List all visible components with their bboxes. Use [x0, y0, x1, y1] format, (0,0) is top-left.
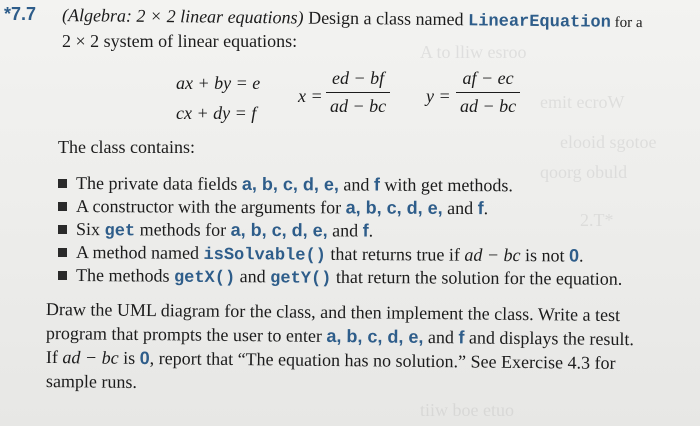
paragraph-3-text: If: [45, 347, 63, 368]
bullet-3-get: get: [104, 222, 136, 242]
title-topic: (Algebra: 2 × 2 linear equations): [61, 5, 304, 28]
x-denominator: ad − bc: [330, 96, 387, 116]
bullet-5-and: and: [235, 266, 271, 287]
bleed-through-text: 2.T*: [580, 210, 614, 230]
paragraph-2-end: and displays the result.: [464, 327, 635, 350]
x-label: x =: [298, 86, 323, 106]
title-end: for a: [610, 14, 643, 32]
bullet-3-text: Six: [75, 219, 105, 240]
bullet-1-end: with get methods.: [379, 174, 514, 196]
paragraph-2-and: and: [423, 326, 459, 348]
paragraph-line-2: [46, 322, 634, 350]
bleed-through-text: elooid sgotoe: [560, 132, 657, 152]
bullet-1-vars: a, b, c, d, e,: [241, 173, 340, 195]
bullet-3-f: f: [362, 220, 369, 241]
paragraph-3-expr: ad − bc: [62, 347, 119, 368]
bullet-3-mid: methods for: [135, 219, 231, 240]
bullet-1-text: The private data fields: [75, 173, 242, 194]
bullet-4-text: A method named: [75, 242, 204, 263]
bullet-2-vars: a, b, c, d, e,: [345, 197, 443, 218]
bullet-item-2: [76, 195, 488, 219]
bullet-5-end: that return the solution for the equation.: [331, 266, 623, 289]
bullet-4-mid: that returns true if: [325, 243, 465, 265]
bullet-2-and: and: [442, 197, 478, 219]
class-name: LinearEquation: [467, 12, 611, 33]
method-name-gety: getY(): [270, 269, 332, 289]
bullet-1-f: f: [373, 174, 381, 195]
bullet-marker: [58, 271, 67, 280]
paragraph-3-end: , report that “The equation has no solution.” See Exercise 4.3 for: [149, 348, 616, 373]
equation-system: [176, 68, 260, 128]
bullet-3-end: .: [368, 220, 374, 241]
bullet-3-and: and: [327, 220, 363, 241]
bullet-item-1: [76, 172, 513, 196]
bullet-4-end: .: [578, 245, 584, 266]
bullet-4-is: is not: [520, 245, 570, 266]
contains-label: The class contains:: [58, 137, 195, 157]
bullet-item-5: [76, 264, 623, 293]
paragraph-line-4: sample runs.: [45, 371, 138, 392]
paragraph-3-zero: 0: [139, 347, 150, 369]
paragraph-2-vars: a, b, c, d, e,: [326, 325, 424, 347]
bleed-through-text: tiiw boe etuo: [420, 400, 514, 420]
equation-1: ax + by = e: [176, 73, 261, 93]
y-numerator: af − ec: [462, 68, 514, 88]
y-fraction: [456, 68, 520, 117]
bullet-marker: [58, 202, 67, 211]
paragraph-2-f: f: [458, 327, 465, 348]
method-name-issolvable: isSolvable(): [203, 245, 326, 266]
bullet-3-vars: a, b, c, d, e,: [230, 219, 328, 241]
bullet-4-zero: 0: [568, 245, 580, 266]
bullet-4-expr: ad − bc: [464, 244, 521, 266]
bullet-2-text: A constructor with the arguments for: [75, 196, 346, 218]
bullet-marker: [58, 248, 67, 257]
fraction-bar: [326, 92, 390, 93]
paragraph-2-text: program that prompts the user to enter: [45, 323, 327, 346]
bullet-marker: [58, 225, 67, 234]
paragraph-3-is: is: [118, 347, 140, 368]
method-name-getx: getX(): [173, 268, 236, 289]
y-label: y =: [426, 86, 451, 106]
bleed-through-text: qoorg obuld: [540, 162, 628, 182]
problem-line-2: 2 × 2 system of linear equations:: [62, 31, 298, 51]
fraction-bar: [456, 92, 520, 93]
bleed-through-text: emit ecroW: [540, 92, 625, 112]
problem-number: *7.7: [4, 4, 37, 24]
equation-2: cx + dy = f: [176, 103, 257, 123]
y-denominator: ad − bc: [460, 96, 517, 116]
bullet-marker: [58, 179, 67, 188]
bullet-5-text: The methods: [75, 265, 175, 286]
bullet-2-f: f: [477, 198, 484, 219]
paragraph-line-1: Draw the UML diagram for the class, and then implement the class. Write a test: [45, 299, 621, 326]
bullet-2-end: .: [483, 198, 489, 219]
bullet-1-and: and: [338, 174, 375, 195]
bleed-through-text: A to lliw esroo: [420, 42, 527, 62]
paragraph-line-3: [46, 346, 616, 374]
x-fraction: [326, 68, 390, 117]
x-numerator: ed − bf: [332, 68, 385, 88]
title-text: Design a class named: [303, 7, 469, 30]
